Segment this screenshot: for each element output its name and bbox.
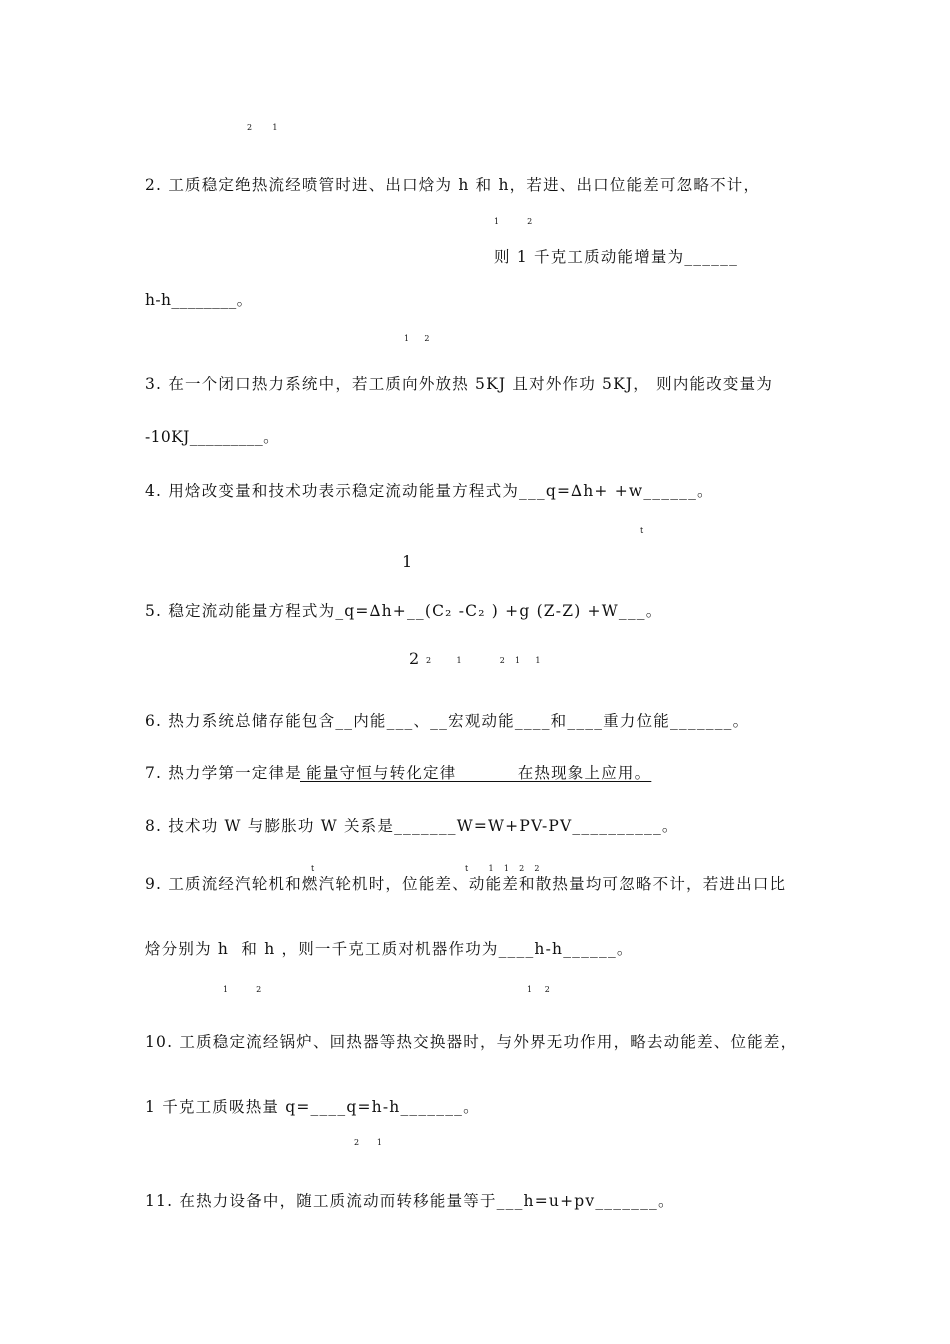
- question-3-line-1: 3. 在一个闭口热力系统中，若工质向外放热 5KJ 且对外作功 5KJ， 则内能改变量为: [145, 375, 774, 393]
- question-7-answer: 能量守恒与转化定律 在热现象上应用。: [300, 764, 652, 782]
- question-2-answer: h-h________。: [145, 291, 253, 309]
- question-8-subscript-2: t 1 1 2 2: [465, 864, 540, 873]
- question-2-line-2: 则 1 千克工质动能增量为______: [494, 248, 739, 266]
- question-7-prefix: 7. 热力学第一定律是: [145, 764, 302, 782]
- question-4: 4. 用焓改变量和技术功表示稳定流动能量方程式为___q=∆h+ +w______。: [145, 482, 714, 500]
- question-4-subscript: t: [640, 526, 644, 535]
- question-9-line-2: 焓分别为 h 和 h ，则一千克工质对机器作功为____h-h______。: [145, 940, 634, 958]
- question-8-subscript-1: t: [311, 864, 315, 873]
- question-9-subscripts-2: 1 2: [527, 985, 550, 994]
- question-6: 6. 热力系统总储存能包含__内能___、__宏观动能____和____重力位能_______。: [145, 712, 750, 730]
- question-5: 5. 稳定流动能量方程式为_q=∆h+__(C₂ -C₂ ) +g (Z-Z) +W___。: [145, 602, 663, 620]
- question-5-numerator: 1: [402, 552, 413, 571]
- question-2-answer-subscripts: 1 2: [404, 334, 430, 343]
- question-10-line-2: 1 千克工质吸热量 q=____q=h-h_______。: [145, 1098, 480, 1116]
- question-2-line-1: 2. 工质稳定绝热流经喷管时进、出口焓为 h 和 h，若进、出口位能差可忽略不计，: [145, 176, 761, 194]
- question-5-subscripts: 2 1 2 1 1: [426, 656, 541, 665]
- question-3-answer: -10KJ_________。: [145, 428, 280, 446]
- question-8: 8. 技术功 W 与膨胀功 W 关系是_______W=W+PV-PV__________。: [145, 817, 679, 835]
- question-9-line-1: 9. 工质流经汽轮机和燃汽轮机时，位能差、动能差和散热量均可忽略不计，若进出口比: [145, 875, 787, 893]
- subscript-line: 2 1: [247, 123, 278, 132]
- question-11: 11. 在热力设备中，随工质流动而转移能量等于___h=u+pv_______。: [145, 1192, 675, 1210]
- question-10-line-1: 10. 工质稳定流经锅炉、回热器等热交换器时，与外界无功作用，略去动能差、位能差，: [145, 1033, 798, 1051]
- question-9-subscripts-1: 1 2: [223, 985, 262, 994]
- question-2-subscripts: 1 2: [494, 217, 533, 226]
- question-10-subscripts: 2 1: [354, 1138, 382, 1147]
- question-5-denominator: 2: [409, 649, 420, 668]
